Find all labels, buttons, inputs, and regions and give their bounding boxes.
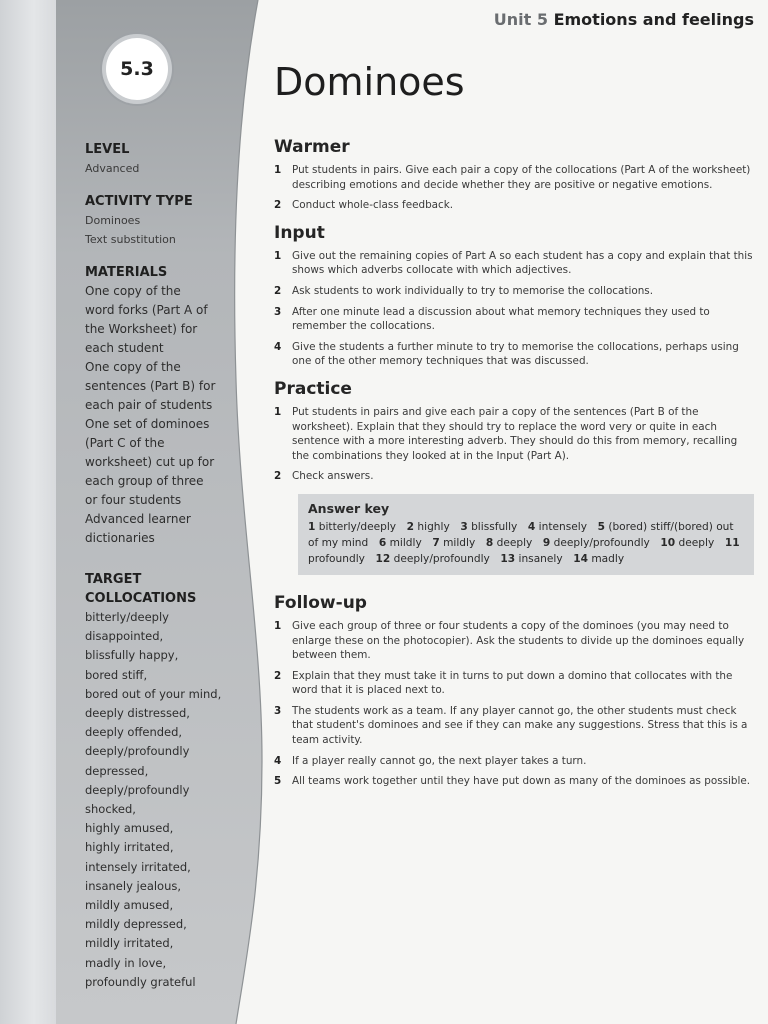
answer-item — [528, 521, 587, 533]
answer-number: 11 — [724, 536, 740, 549]
sidebar — [85, 140, 235, 992]
step-item — [274, 774, 754, 789]
target-heading: TARGET — [85, 572, 142, 587]
collocation-item: profoundly grateful — [85, 974, 196, 989]
answer-number: 9 — [542, 536, 551, 549]
materials-item: each group of three — [85, 474, 204, 488]
main-content — [274, 137, 754, 799]
step-text: Conduct whole-class feedback. — [292, 199, 454, 212]
materials-item: Advanced learner — [85, 512, 191, 526]
step-item — [274, 619, 754, 663]
answer-number: 13 — [500, 552, 516, 565]
answer-number: 7 — [432, 536, 440, 549]
answer-number: 10 — [660, 536, 676, 549]
step-list — [274, 619, 754, 789]
answer-text: deeply/profoundly — [393, 552, 490, 565]
collocation-item: depressed, — [85, 763, 149, 778]
materials-item: One set of dominoes — [85, 417, 210, 431]
answer-item — [407, 521, 450, 533]
answer-text: deeply — [678, 536, 715, 549]
step-item — [274, 669, 754, 698]
answer-number: 14 — [573, 552, 588, 565]
answer-item — [379, 537, 422, 549]
section-title: Follow-up — [274, 592, 367, 613]
collocation-item: insanely jealous, — [85, 878, 182, 893]
unit-title: Emotions and feelings — [553, 10, 754, 29]
activity-value: Text substitution — [85, 233, 176, 246]
level-value: Advanced — [85, 162, 140, 175]
answer-key-box — [298, 494, 754, 575]
warmer-section — [274, 137, 754, 213]
answer-text: insanely — [518, 552, 563, 565]
activity-value: Dominoes — [85, 214, 141, 227]
step-number: 3 — [274, 305, 282, 318]
answer-item — [308, 521, 396, 533]
step-number: 3 — [274, 704, 282, 717]
step-text: Put students in pairs and give each pair a copy of the sentences (Part B of the worksheet). Explain that they should try to replace the word very or quite in each sentence with a more interesting adverb. They should do this from memory, recalling the combinations they looked at in the Input (Part A). — [292, 405, 738, 462]
answer-text: (bored) stiff/(bored) out of my mind — [308, 520, 734, 549]
answer-key-items — [308, 519, 744, 567]
step-text: Explain that they must take it in turns to put down a domino that collocates with the word that it is placed next to. — [292, 669, 733, 697]
step-number: 2 — [274, 669, 282, 682]
answer-item — [376, 553, 490, 565]
collocation-item: highly amused, — [85, 821, 174, 836]
activity-heading: ACTIVITY TYPE — [85, 194, 193, 209]
step-number: 4 — [274, 754, 282, 767]
answer-text: profoundly — [308, 552, 365, 565]
answer-text: mildly — [389, 536, 422, 549]
step-item — [274, 469, 754, 484]
step-number: 2 — [274, 199, 282, 212]
materials-item: each student — [85, 341, 164, 355]
answer-number: 12 — [375, 552, 391, 565]
step-number: 5 — [274, 775, 282, 788]
step-number: 4 — [274, 340, 282, 353]
step-text: Put students in pairs. Give each pair a copy of the collocations (Part A of the worksheet) describing emotions and decide whether they are positive or negative emotions. — [292, 164, 751, 191]
answer-text: deeply/profoundly — [553, 536, 650, 549]
collocations-list — [85, 608, 235, 992]
answer-item — [432, 537, 475, 549]
followup-section — [274, 593, 754, 789]
section-title: Input — [274, 222, 325, 243]
page-title: Dominoes — [274, 60, 465, 104]
step-number: 1 — [274, 405, 282, 418]
collocation-item: shocked, — [85, 802, 136, 817]
practice-section — [274, 379, 754, 484]
unit-number: Unit 5 — [493, 10, 548, 29]
step-item — [274, 704, 754, 748]
step-item — [274, 284, 754, 299]
step-item — [274, 198, 754, 213]
answer-item — [500, 553, 562, 565]
step-number: 2 — [274, 284, 282, 297]
answer-item — [460, 521, 517, 533]
collocation-item: bored stiff, — [85, 667, 148, 682]
answer-number: 3 — [460, 520, 468, 533]
step-text: If a player really cannot go, the next player takes a turn. — [292, 754, 587, 767]
collocation-item: deeply/profoundly — [85, 782, 190, 797]
step-text: Give each group of three or four students a copy of the dominoes (you may need to enlarge these on the photocopier). Ask the students to divide up the dominoes equally between them. — [292, 619, 745, 662]
collocation-item: mildly amused, — [85, 898, 174, 913]
materials-item: sentences (Part B) for — [85, 379, 216, 393]
materials-item: word forks (Part A of — [85, 303, 208, 317]
answer-key-title: Answer key — [308, 500, 390, 516]
collocation-item: deeply distressed, — [85, 706, 190, 721]
answer-number: 6 — [378, 536, 387, 549]
step-text: The students work as a team. If any player cannot go, the other students must check that student's dominoes and see if they can make any suggestions. Stress that this is a team activity. — [292, 704, 748, 747]
answer-text: madly — [591, 552, 625, 565]
collocation-item: mildly irritated, — [85, 936, 174, 951]
materials-item: each pair of students — [85, 398, 213, 412]
answer-text: highly — [417, 520, 450, 533]
section-title: Practice — [274, 378, 352, 399]
level-heading: LEVEL — [85, 142, 130, 157]
step-list — [274, 405, 754, 484]
materials-item: (Part C of the — [85, 436, 165, 450]
answer-text: bitterly/deeply — [318, 520, 397, 533]
step-number: 1 — [274, 619, 282, 632]
step-text: All teams work together until they have put down as many of the dominoes as possible. — [292, 775, 751, 788]
collocation-item: madly in love, — [85, 955, 167, 970]
collocation-item: deeply/profoundly — [85, 744, 190, 759]
answer-number: 5 — [597, 520, 605, 533]
collocation-item: disappointed, — [85, 629, 164, 644]
step-item — [274, 305, 754, 334]
input-section — [274, 223, 754, 369]
step-item — [274, 163, 754, 192]
materials-item: the Worksheet) for — [85, 322, 198, 336]
materials-item: or four students — [85, 493, 182, 507]
collocation-item: deeply offended, — [85, 725, 183, 740]
step-item — [274, 340, 754, 369]
materials-list — [85, 282, 235, 548]
answer-text: blissfully — [471, 520, 518, 533]
step-item — [274, 754, 754, 769]
target-heading: COLLOCATIONS — [85, 591, 197, 606]
step-number: 2 — [274, 470, 282, 483]
materials-item: One copy of the — [85, 360, 181, 374]
collocation-item: mildly depressed, — [85, 917, 187, 932]
answer-item — [573, 553, 624, 565]
step-text: Give the students a further minute to try to memorise the collocations, perhaps using one of the other memory techniques that was discussed. — [292, 340, 739, 368]
answer-item — [543, 537, 650, 549]
section-title: Warmer — [274, 137, 350, 157]
unit-header — [494, 10, 754, 29]
collocation-item: intensely irritated, — [85, 859, 191, 874]
step-item — [274, 249, 754, 278]
step-text: Give out the remaining copies of Part A so each student has a copy and explain that this shows which adverbs collocate with which adjectives. — [292, 249, 753, 277]
materials-heading: MATERIALS — [85, 265, 168, 280]
answer-item — [486, 537, 532, 549]
answer-number: 4 — [527, 520, 536, 533]
step-item — [274, 405, 754, 463]
step-number: 1 — [274, 164, 282, 176]
step-list — [274, 249, 754, 369]
answer-number: 2 — [406, 520, 415, 533]
materials-item: dictionaries — [85, 531, 155, 545]
collocation-item: blissfully happy, — [85, 648, 179, 663]
answer-number: 1 — [308, 520, 316, 533]
materials-item: worksheet) cut up for — [85, 455, 215, 469]
answer-number: 8 — [485, 536, 494, 549]
collocation-item: bored out of your mind, — [85, 686, 222, 701]
materials-item: One copy of the — [85, 284, 181, 298]
step-text: After one minute lead a discussion about what memory techniques they used to remember the collocations. — [292, 305, 710, 333]
answer-text: deeply — [496, 536, 533, 549]
answer-item — [660, 537, 714, 549]
step-text: Check answers. — [292, 470, 374, 483]
collocation-item: highly irritated, — [85, 840, 174, 855]
step-number: 1 — [274, 249, 282, 262]
step-text: Ask students to work individually to try to memorise the collocations. — [292, 284, 654, 297]
answer-text: intensely — [538, 520, 587, 533]
answer-text: mildly — [443, 536, 476, 549]
section-badge: 5.3 — [106, 38, 168, 100]
collocation-item: bitterly/deeply — [85, 610, 169, 624]
step-list — [274, 163, 754, 213]
